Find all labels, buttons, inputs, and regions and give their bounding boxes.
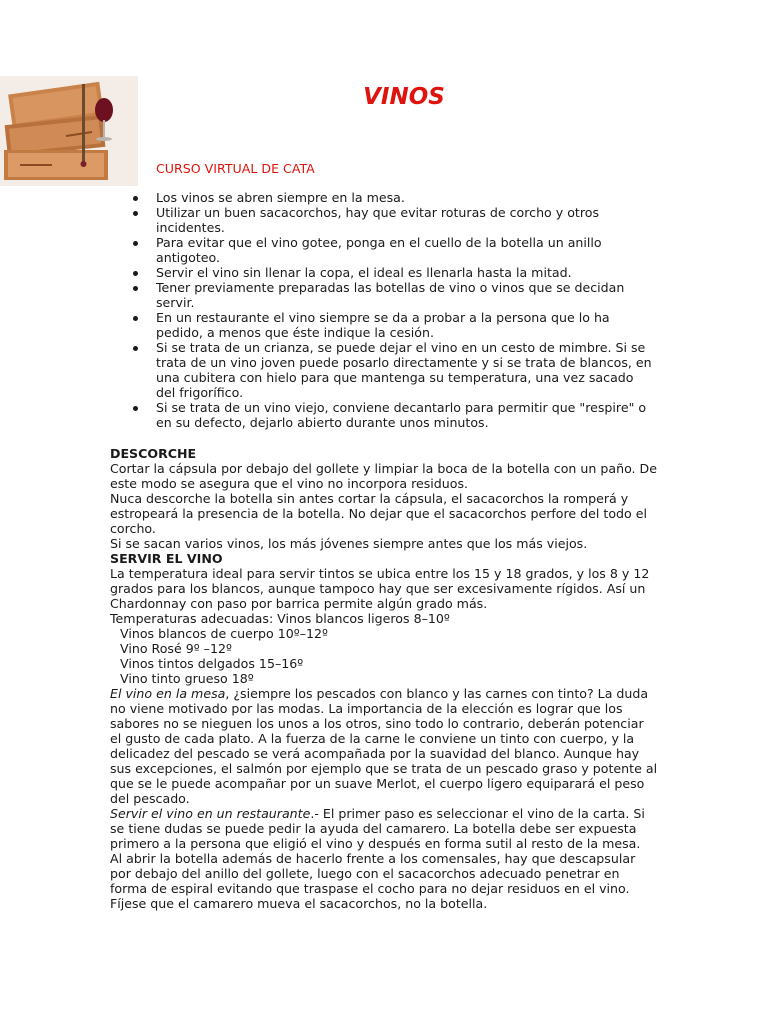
italic-lead: El vino en la mesa xyxy=(110,686,226,701)
bullet-icon xyxy=(133,211,138,216)
paragraph: Cortar la cápsula por debajo del gollete y limpiar la boca de la botella con un paño. De este modo se asegura que el vino no incorpora residuos. xyxy=(110,461,658,491)
bullet-icon xyxy=(133,346,138,351)
temperature-item: Vinos blancos de cuerpo 10º–12º xyxy=(120,626,328,641)
bullet-icon xyxy=(133,406,138,411)
list-item: En un restaurante el vino siempre se da a probar a la persona que lo ha pedido, a menos que éste indique la cesión. xyxy=(133,310,653,340)
article-body xyxy=(110,446,658,911)
temperature-item: Vinos tintos delgados 15–16º xyxy=(120,656,304,671)
tips-list xyxy=(133,190,653,430)
list-item: Si se trata de un crianza, se puede dejar el vino en un cesto de mimbre. Si se trata de un vino joven puede posarlo directamente y si se trata de blancos, en una cubitera con hielo para que mantenga su temperatura, una vez sacado del frigorífico. xyxy=(133,340,653,400)
temperature-item: Vino tinto grueso 18º xyxy=(120,671,254,686)
list-item: Servir el vino sin llenar la copa, el ideal es llenarla hasta la mitad. xyxy=(133,265,653,280)
bullet-icon xyxy=(133,316,138,321)
temperature-item: Vino Rosé 9º –12º xyxy=(120,641,232,656)
list-item: Para evitar que el vino gotee, ponga en el cuello de la botella un anillo antigoteo. xyxy=(133,235,653,265)
list-item: Los vinos se abren siempre en la mesa. xyxy=(133,190,653,205)
section-heading-servir: SERVIR EL VINO xyxy=(110,551,223,566)
course-subtitle: CURSO VIRTUAL DE CATA xyxy=(156,161,315,176)
list-item: Tener previamente preparadas las botellas de vino o vinos que se decidan servir. xyxy=(133,280,653,310)
list-item: Utilizar un buen sacacorchos, hay que evitar roturas de corcho y otros incidentes. xyxy=(133,205,653,235)
bullet-icon xyxy=(133,271,138,276)
temperatures-intro: Temperaturas adecuadas: Vinos blancos ligeros 8–10º xyxy=(110,611,450,626)
bullet-icon xyxy=(133,196,138,201)
paragraph: Servir el vino en un restaurante.- El primer paso es seleccionar el vino de la carta. Si se tiene dudas se puede pedir la ayuda del camarero. La botella debe ser expuesta primero a la persona que eligió el vino y después en forma sutil al resto de la mesa. xyxy=(110,806,645,851)
paragraph: Nuca descorche la botella sin antes cortar la cápsula, el sacacorchos la romperá y estropeará la presencia de la botella. No dejar que el sacacorchos perfore del todo el corcho. xyxy=(110,491,647,536)
list-item: Si se trata de un vino viejo, conviene decantarlo para permitir que "respire" o en su defecto, dejarlo abierto durante unos minutos. xyxy=(133,400,653,430)
paragraph: La temperatura ideal para servir tintos se ubica entre los 15 y 18 grados, y los 8 y 12 grados para los blancos, aunque tampoco hay que ser excesivamente rígidos. Así un Chardonnay con paso por barrica permite algún grado más. xyxy=(110,566,650,611)
paragraph: Si se sacan varios vinos, los más jóvenes siempre antes que los más viejos. xyxy=(110,536,588,551)
page-title: VINOS xyxy=(363,84,445,110)
italic-lead: Servir el vino en un restaurante xyxy=(110,806,311,821)
bullet-icon xyxy=(133,286,138,291)
bullet-icon xyxy=(133,241,138,246)
paragraph: El vino en la mesa, ¿siempre los pescados con blanco y las carnes con tinto? La duda no viene motivado por las modas. La importancia de la elección es lograr que los sabores no se nieguen los unos a los otros, sino todo lo contrario, deberán potenciar el gusto de cada plato. A la fuerza de la carne le conviene un tinto con cuerpo, y la delicadez del pescado se verá acompañada por la suavidad del blanco. Aunque hay sus excepciones, el salmón por ejemplo que se trata de un pescado graso y potente al que se le puede acompañar por un suave Merlot, el cuerpo ligero equiparará el peso del pescado. xyxy=(110,686,658,806)
section-heading-descorche: DESCORCHE xyxy=(110,446,197,461)
paragraph: Al abrir la botella además de hacerlo frente a los comensales, hay que descapsular por debajo del anillo del gollete, luego con el sacacorchos adecuado penetrar en forma de espiral evitando que traspase el cocho para no dejar residuos en el vino. Fíjese que el camarero mueva el sacacorchos, no la botella. xyxy=(110,851,636,911)
